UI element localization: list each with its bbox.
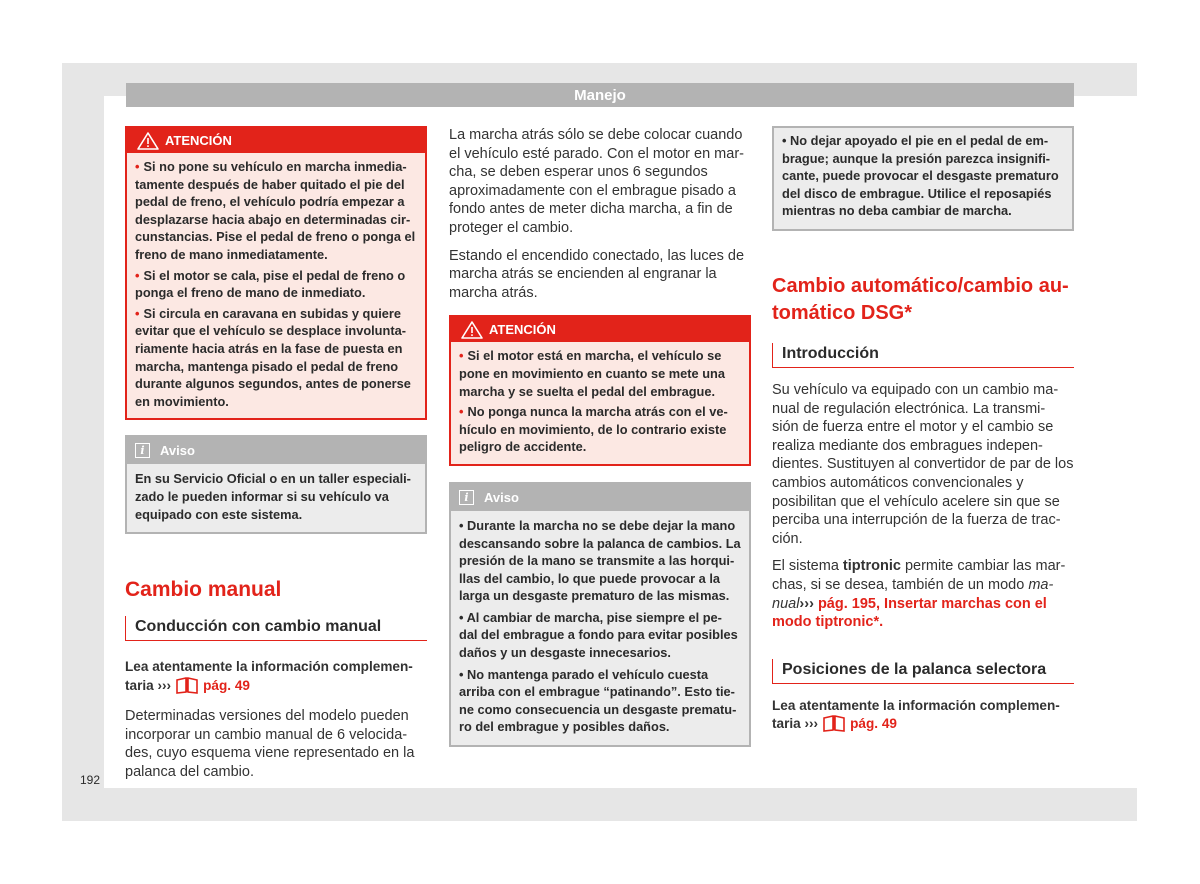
warning-triangle-icon: [461, 321, 483, 339]
warning-header: [127, 128, 425, 153]
warning-triangle-icon: [137, 132, 159, 150]
column-middle: [449, 126, 751, 747]
section-title: Cambio manual: [125, 578, 282, 602]
note-title: Aviso: [160, 443, 195, 459]
note-body: [451, 511, 749, 745]
paragraph: Estando el encendido conectado, las luces de marcha atrás se encienden al engranar la marcha atrás.: [449, 247, 745, 301]
paragraph: Determinadas versiones del modelo pueden incorporar un cambio manual de 6 velocida- des, cuyo esquema viene representado en la palanca del cambio.: [125, 708, 415, 781]
warning-item: • Si el motor está en marcha, el vehículo se pone en movimiento en cuanto se mete una marcha y se suelta el pedal del embrague.: [459, 348, 725, 399]
note-box: [449, 482, 751, 747]
note-item: • No mantenga parado el vehículo cuesta arriba con el embrague “patinando”. Esto tie- ne como consecuencia un desgaste prematu- ro del embrague y posibles daños.: [459, 666, 737, 735]
note-box: [125, 435, 427, 534]
info-icon: i: [459, 490, 474, 505]
page-ref-link[interactable]: pág. 195, Insertar marchas con el modo tiptronic*.: [772, 595, 1047, 631]
warning-box: [125, 126, 427, 420]
column-right: [772, 126, 1074, 734]
page-number: 192: [80, 773, 101, 787]
subsection-title: Introducción: [772, 343, 1074, 368]
subsection-title: Posiciones de la palanca selectora: [772, 659, 1074, 684]
paragraph: Su vehículo va equipado con un cambio ma- nual de regulación electrónica. La transmi- sión de fuerza entre el motor y el cambio se realiza mediante dos embragues indepen- dientes. Sustituyen al convertidor de par de los cambios automáticos convencionales y posibilitan que el vehículo acelere sin que se perciba una interrupción de la fuerza de trac- ción.: [772, 381, 1074, 547]
note-item: • No dejar apoyado el pie en el pedal de em- brague; aunque la presión parezca insignifi- cante, puede provocar el desgaste prematuro del disco de embrague. Utilice el reposapiés mientras no deba cambiar de marcha.: [782, 133, 1059, 219]
note-header: [451, 484, 749, 511]
warning-item: • Si no pone su vehículo en marcha inmedia- tamente después de haber quitado el pie del pedal de freno, el vehículo podría empezar a desplazarse hacia abajo en determinadas cir- cunstancias. Pise el pedal de freno o ponga el freno de mano inmediatamente.: [135, 159, 416, 262]
paragraph: El sistema tiptronic permite cambiar las mar- chas, si se desea, también de un modo ma- nual››› pág. 195, Insertar marchas con el modo tiptronic*.: [772, 558, 1066, 631]
column-left: [125, 126, 427, 782]
subsection-title: Conducción con cambio manual: [125, 616, 427, 641]
warning-item: • Si el motor se cala, pise el pedal de freno o ponga el freno de mano de inmediato.: [135, 267, 406, 301]
warning-title: ATENCIÓN: [165, 132, 232, 148]
chapter-header: Manejo: [126, 83, 1074, 107]
note-title: Aviso: [484, 489, 519, 505]
warning-box: [449, 315, 751, 466]
note-header: [127, 437, 425, 464]
page-ref-link[interactable]: pág. 49: [203, 677, 250, 693]
warning-item: • Si circula en caravana en subidas y quiere evitar que el vehículo se desplace involunta- riamente hacia atrás en la fase de puesta en marcha, mantenga pisado el pedal de freno durante algunos segundos, antes de ponerse en movimiento.: [135, 305, 411, 409]
note-item: • Durante la marcha no se debe dejar la mano descansando sobre la palanca de cambios. La presión de la mano se transmite a las horqui- llas del cambio, lo que puede provocar a la larga un desgaste prematuro de las mismas.: [459, 517, 741, 604]
warning-item: • No ponga nunca la marcha atrás con el ve- hículo en movimiento, de lo contrario existe peligro de accidente.: [459, 404, 728, 455]
paragraph: La marcha atrás sólo se debe colocar cuando el vehículo esté parado. Con el motor en mar- cha, se deben esperar unos 6 segundos aproximadamente con el embrague pisado a fondo antes de meter dicha marcha, a fin de proteger el cambio.: [449, 127, 744, 236]
warning-body: [127, 153, 425, 418]
book-icon: [175, 677, 199, 694]
note-item: • Al cambiar de marcha, pise siempre el pe- dal del embrague a fondo para evitar posibles daños y un desgaste innecesarios.: [459, 609, 738, 661]
warning-title: ATENCIÓN: [489, 321, 556, 337]
info-icon: i: [135, 443, 150, 458]
note-text: En su Servicio Oficial o en un taller especiali- zado le pueden informar si su vehículo va equipado con este sistema.: [135, 471, 411, 522]
warning-body: [451, 342, 749, 464]
page-ref-link[interactable]: pág. 49: [850, 716, 897, 732]
read-note: Lea atentamente la información complemen- taria ››› pág. 49: [125, 659, 413, 693]
book-icon: [822, 715, 846, 732]
section-title: Cambio automático/cambio au- tomático DSG*: [772, 274, 1069, 324]
read-note: Lea atentamente la información complemen- taria ››› pág. 49: [772, 697, 1060, 732]
note-body: [127, 464, 425, 532]
warning-header: [451, 317, 749, 342]
note-box-continued: [772, 126, 1074, 231]
note-body: [774, 128, 1072, 229]
